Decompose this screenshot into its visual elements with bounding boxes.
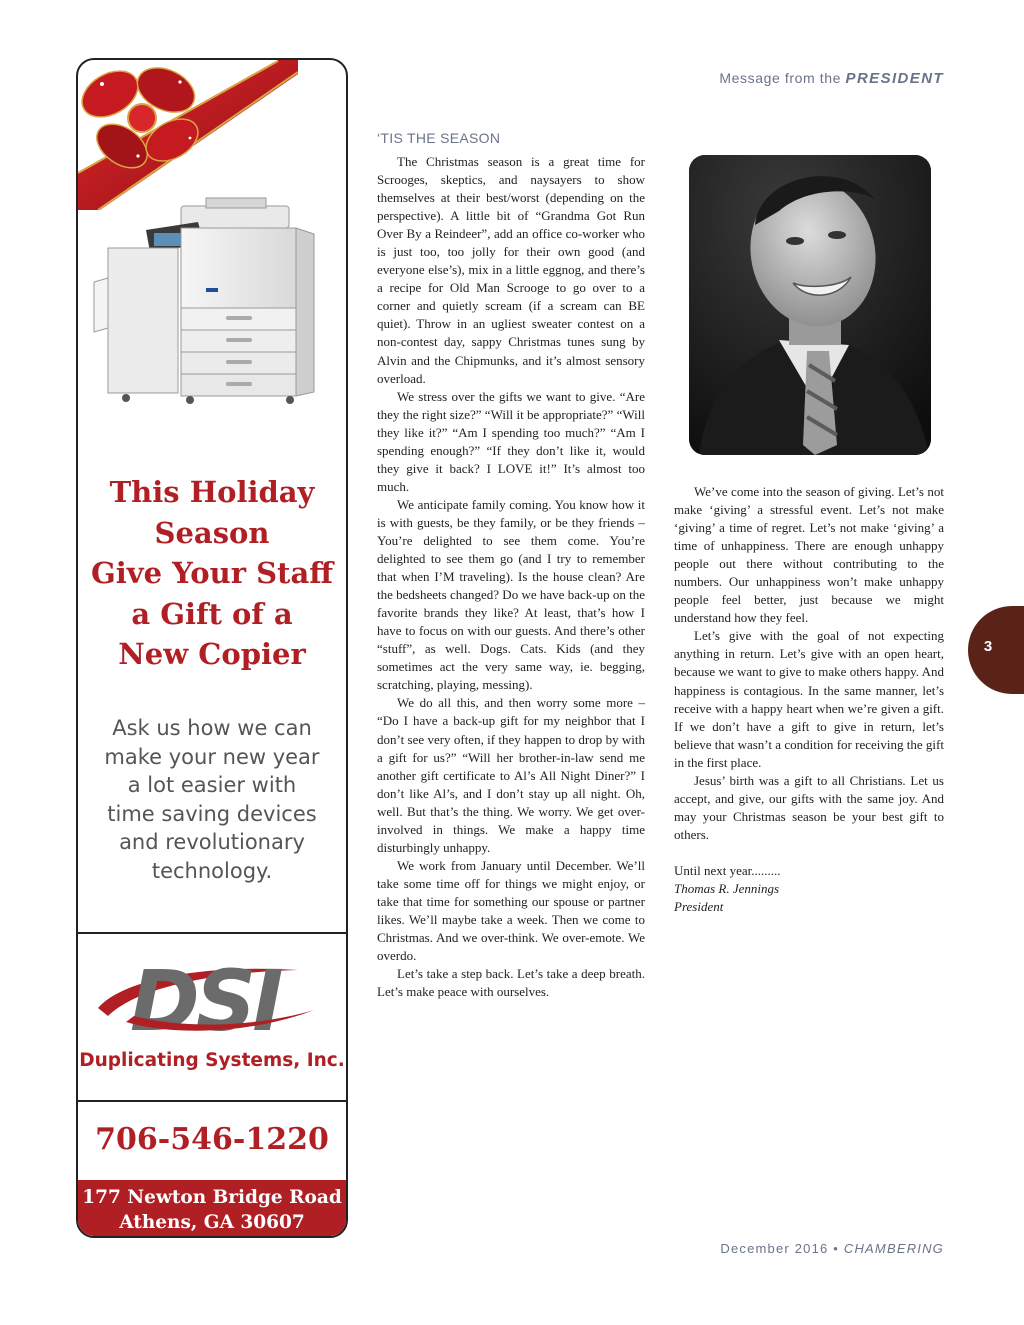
ad-subtext-line: and revolutionary bbox=[119, 830, 305, 854]
president-portrait bbox=[689, 155, 931, 455]
portrait-photo-icon bbox=[689, 155, 931, 455]
ad-divider bbox=[78, 932, 346, 934]
paragraph-spacer bbox=[674, 844, 944, 862]
article-right-column bbox=[674, 483, 944, 916]
ad-headline bbox=[78, 472, 346, 675]
dsi-logo-letters: DSI bbox=[130, 952, 280, 1045]
address-block bbox=[78, 1180, 346, 1238]
article-paragraph: The Christmas season is a great time for Scrooges, skeptics, and naysayers to show themselves at their best/worst (depending on the perspective). A little bit of “Grandma Got Run Over By a Reindeer”, add an office co-worker who is just too, too jolly for their own good (and everyone else’s), mix in a little eggnog, and there’s a recipe for Old Man Scrooge to go over to a corner and quietly scream (if a scream can BE quiet). Throw in an ugliest sweater contest on a non-contest day, sappy Christmas tunes sung by Alvin and the Chipmunks, and it’s almost sensory overload. bbox=[377, 154, 645, 386]
address-line: 177 Newton Bridge Road bbox=[82, 1187, 342, 1208]
article-paragraph: Let’s give with the goal of not expecting anything in return. Let’s give with an open heart, because we want to give to make others happy. And happiness is contagious. In the same manner, let’s receive with a happy heart when we’re given a gift. If we don’t have a gift to give in return, let’s believe that wasn’t a condition for receiving the gift in the first place. bbox=[674, 628, 944, 770]
ad-subtext-line: technology. bbox=[151, 858, 273, 883]
article-paragraph: We work from January until December. We’ll take some time off for things we might enjoy, or take that time for something our spouse or partner likes. We’ll maybe take a week. Then we come to Christmas. And we over-think. We over-emote. We overdo. bbox=[377, 857, 645, 964]
footer-date: December 2016 bbox=[720, 1241, 829, 1256]
ad-subtext-line: time saving devices bbox=[107, 801, 317, 826]
company-name: Duplicating Systems, Inc. bbox=[79, 1050, 345, 1071]
phone-number: 706-546-1220 bbox=[95, 1122, 329, 1157]
article-paragraph: Let’s take a step back. Let’s take a deep breath. Let’s make peace with ourselves. bbox=[377, 966, 645, 1000]
ad-divider bbox=[78, 1100, 346, 1102]
article-paragraph: We anticipate family coming. You know how it is with guests, be they family, or be they friends – You’re delighted to see them come. You’re delighted to see them go (and I try to remember that when I’M traveling). Is the house clean? Are the bedsheets changed? Do we have back-up on the favorite brands they like? At least, that’s how I have to focus on with our guests. And there’s other “stuff”, as well. Dogs. Cats. Kids (and they sometimes act the very same way, ie. begging, scratching, playing, messing). bbox=[377, 496, 645, 693]
copier-icon bbox=[86, 178, 326, 423]
ad-subtext-line: a lot easier with bbox=[127, 773, 297, 797]
ad-headline-line: Give Your Staff bbox=[90, 556, 334, 590]
closing-line: Until next year......... bbox=[674, 862, 781, 878]
dsi-logo bbox=[92, 950, 332, 1045]
header-emphasis: PRESIDENT bbox=[845, 70, 944, 87]
footer-separator: • bbox=[833, 1241, 840, 1256]
article-paragraph: We do all this, and then worry some more – “Do I have a back-up gift for my neighbor that I don’t see very often, if they happen to drop by with a gift for us?” “Will her brother-in-law send me another gift certificate to Al’s All Night Diner?” I don’t like Al’s, and I don’t stay up all night. Oh, well. But that’s the thing. We worry. We get over-involved in things. We make a happy time disturbingly unhappy. bbox=[377, 695, 645, 855]
ad-subtext-line: Ask us how we can bbox=[112, 716, 312, 740]
signature-name: Thomas R. Jennings bbox=[674, 880, 780, 896]
footer-tag bbox=[720, 1241, 944, 1256]
article-paragraph: We’ve come into the season of giving. Let’s not make ‘giving’ a stressful event. Let’s not make ‘giving’ a time of regret. Let’s not make ‘giving’ a time of unhappiness. There are enough unhappy people out there without contributing to the numbers. Our unhappiness won’t make unhappy people feel better, just because we might understand how they feel. bbox=[674, 484, 944, 626]
ad-headline-line: Season bbox=[154, 515, 270, 550]
ad-subtext bbox=[78, 714, 346, 885]
ad-headline-line: a Gift of a bbox=[131, 596, 293, 631]
header-prefix: Message from the bbox=[719, 70, 842, 86]
signature-title: President bbox=[674, 899, 724, 915]
article-left-column bbox=[377, 153, 645, 1001]
page-number: 3 bbox=[983, 638, 993, 655]
ad-subtext-line: make your new year bbox=[104, 744, 320, 769]
footer-publication: CHAMBERING bbox=[843, 1241, 944, 1256]
article-paragraph: We stress over the gifts we want to give. “Are they the right size?” “Will it be appropriate?” “Will they like it?” “Am I spending too much?” “Am I spending enough?” “If they don’t like it, would they give it back? I LOVE it!” It’s almost too much. bbox=[377, 388, 645, 494]
address-line: Athens, GA 30607 bbox=[119, 1212, 305, 1233]
copier-advertisement bbox=[76, 58, 348, 1238]
ad-headline-line: New Copier bbox=[118, 637, 306, 671]
page-number-tab bbox=[968, 606, 1024, 694]
article-paragraph: Jesus’ birth was a gift to all Christians. Let us accept, and give, our gifts with the same joy. And may your Christmas season be your best gift to others. bbox=[674, 772, 944, 842]
ad-headline-line: This Holiday bbox=[109, 475, 315, 509]
header-tag bbox=[719, 70, 944, 87]
section-label: ‘TIS THE SEASON bbox=[377, 130, 501, 146]
